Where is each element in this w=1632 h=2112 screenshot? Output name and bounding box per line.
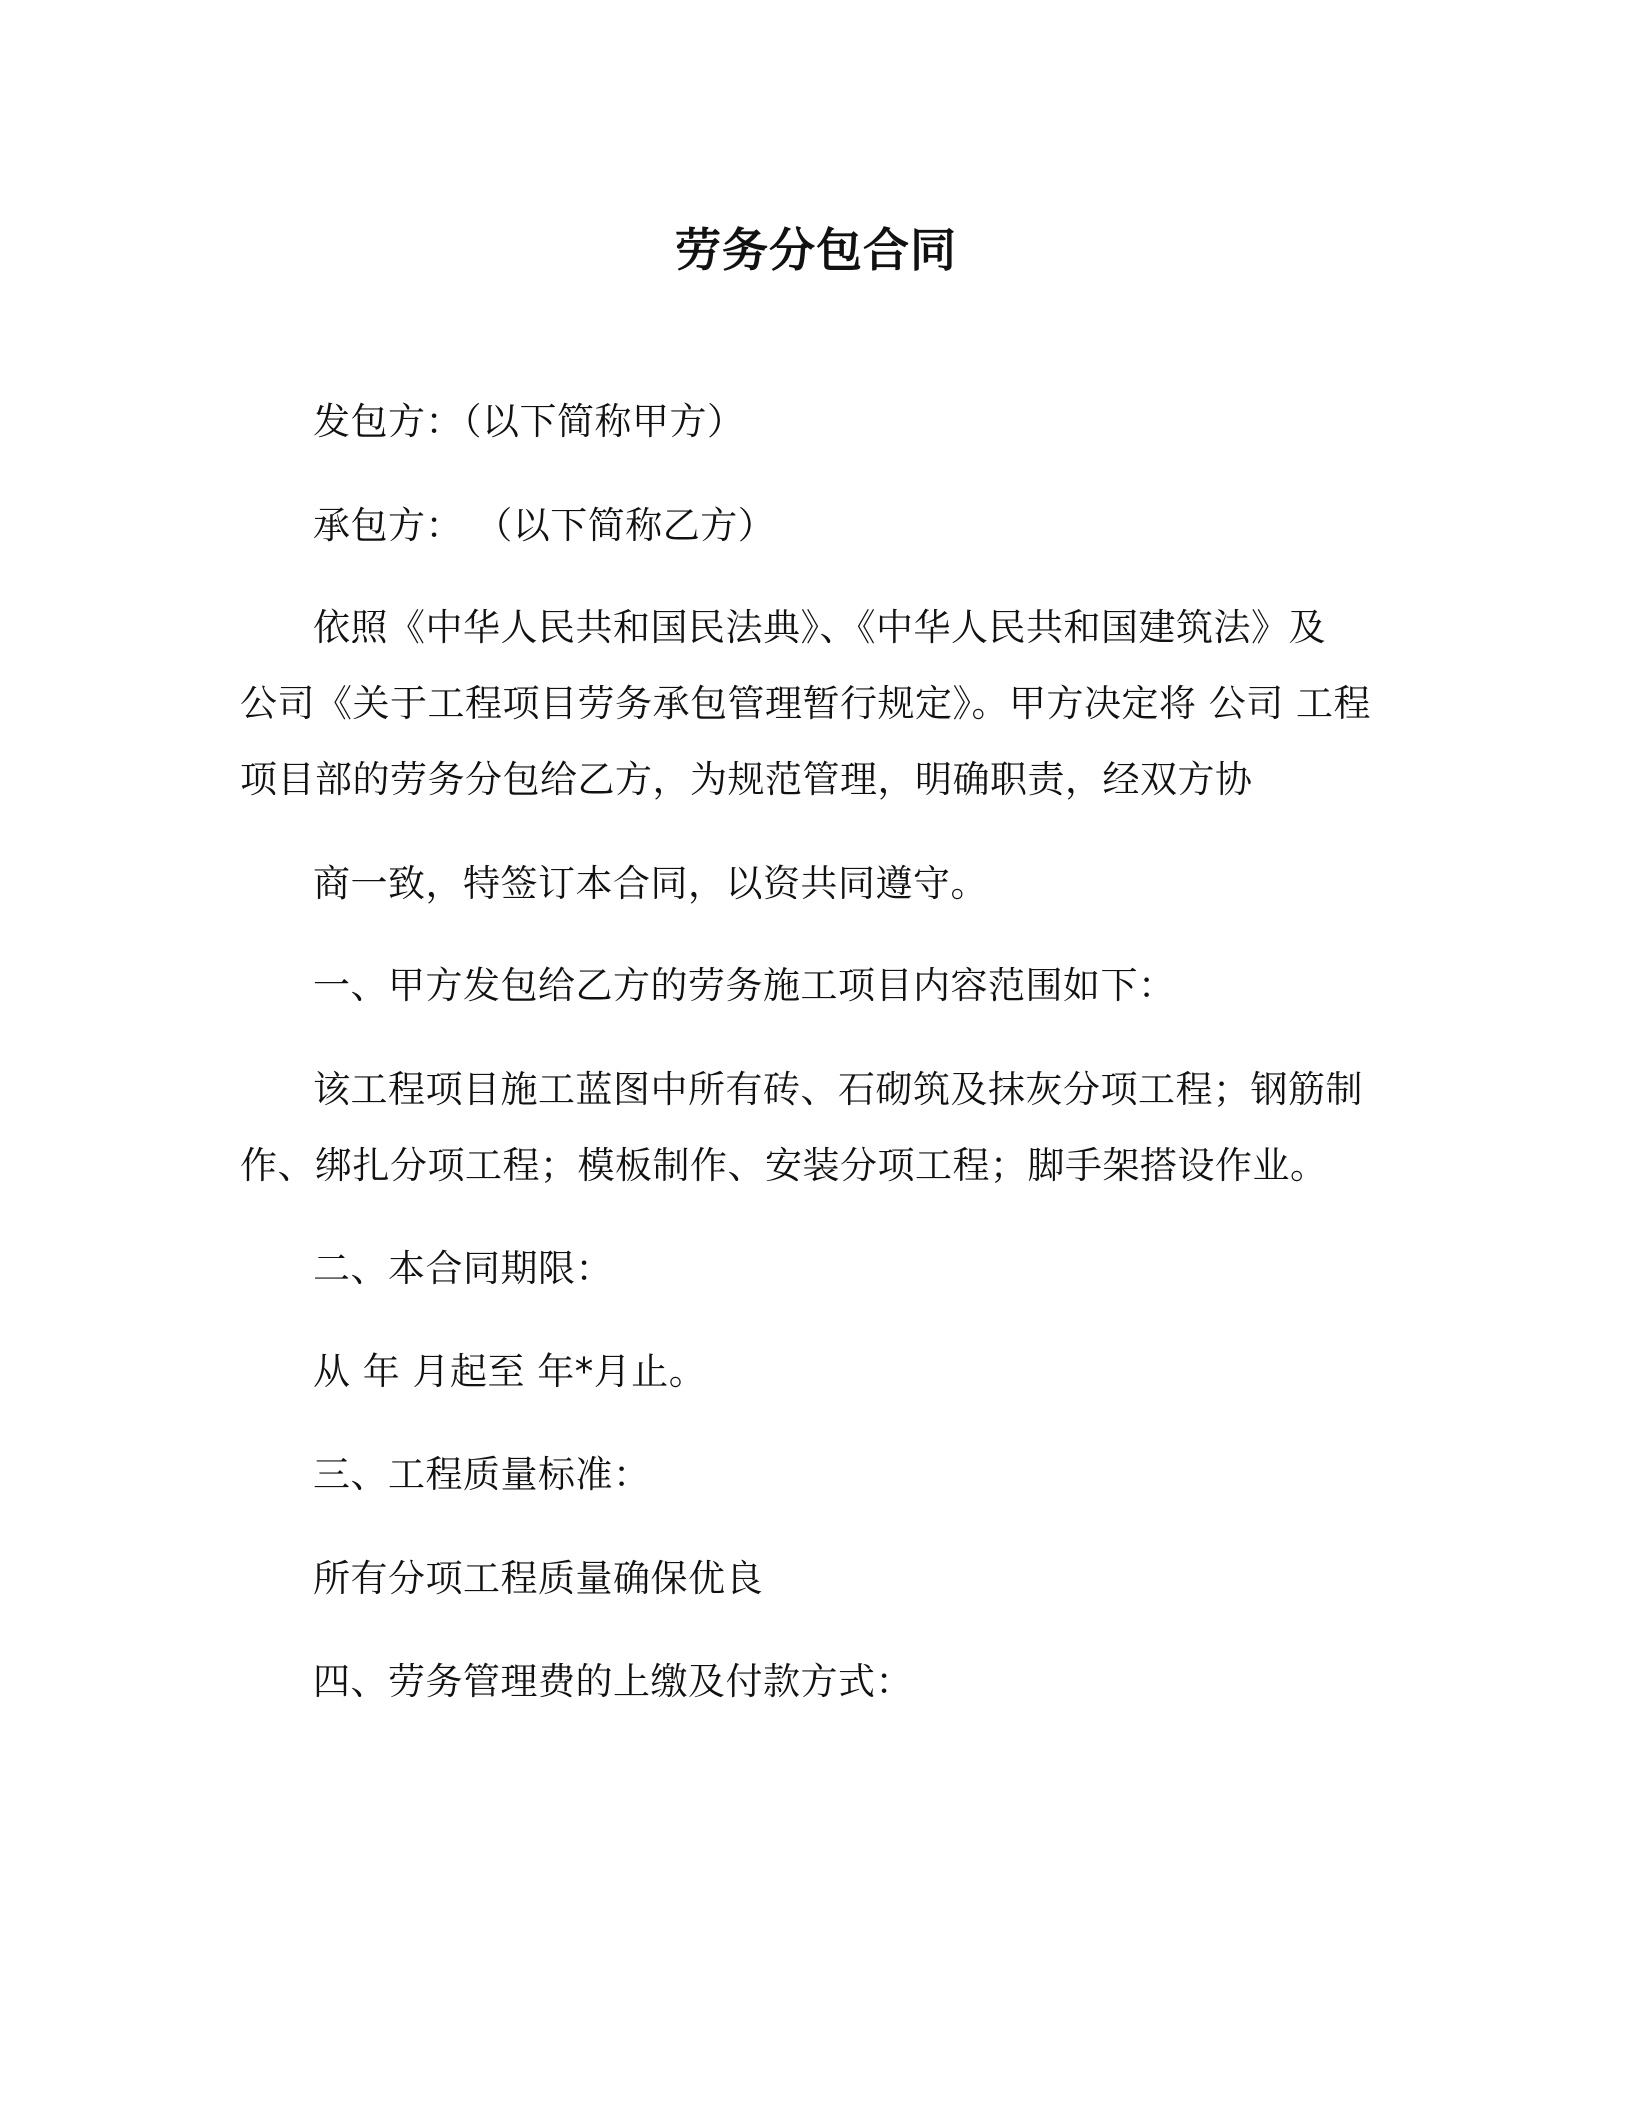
party-a-line: 发包方：（以下简称甲方） (313, 400, 745, 443)
party-b-line: 承包方： （以下简称乙方） (313, 504, 776, 547)
preamble-line-3: 项目部的劳务分包给乙方，为规范管理，明确职责，经双方协 (240, 758, 1253, 801)
section-1-heading: 一、甲方发包给乙方的劳务施工项目内容范围如下： (313, 964, 1176, 1007)
section-3-heading: 三、工程质量标准： (313, 1453, 651, 1496)
preamble-line-2: 公司《关于工程项目劳务承包管理暂行规定》。甲方决定将 公司 工程 (240, 682, 1372, 725)
section-1-body-line-1: 该工程项目施工蓝图中所有砖、石砌筑及抹灰分项工程；钢筋制 (313, 1068, 1363, 1111)
section-2-heading: 二、本合同期限： (313, 1247, 613, 1290)
preamble-line-4: 商一致，特签订本合同，以资共同遵守。 (313, 862, 988, 905)
section-1-body-line-2: 作、绑扎分项工程；模板制作、安装分项工程；脚手架搭设作业。 (240, 1144, 1328, 1187)
section-3-body: 所有分项工程质量确保优良 (313, 1557, 763, 1600)
preamble-line-1: 依照《中华人民共和国民法典》、《中华人民共和国建筑法》及 (313, 606, 1326, 649)
page-title: 劳务分包合同 (675, 223, 957, 277)
section-4-heading: 四、劳务管理费的上缴及付款方式： (313, 1660, 913, 1703)
section-2-body: 从 年 月起至 年*月止。 (313, 1350, 707, 1393)
